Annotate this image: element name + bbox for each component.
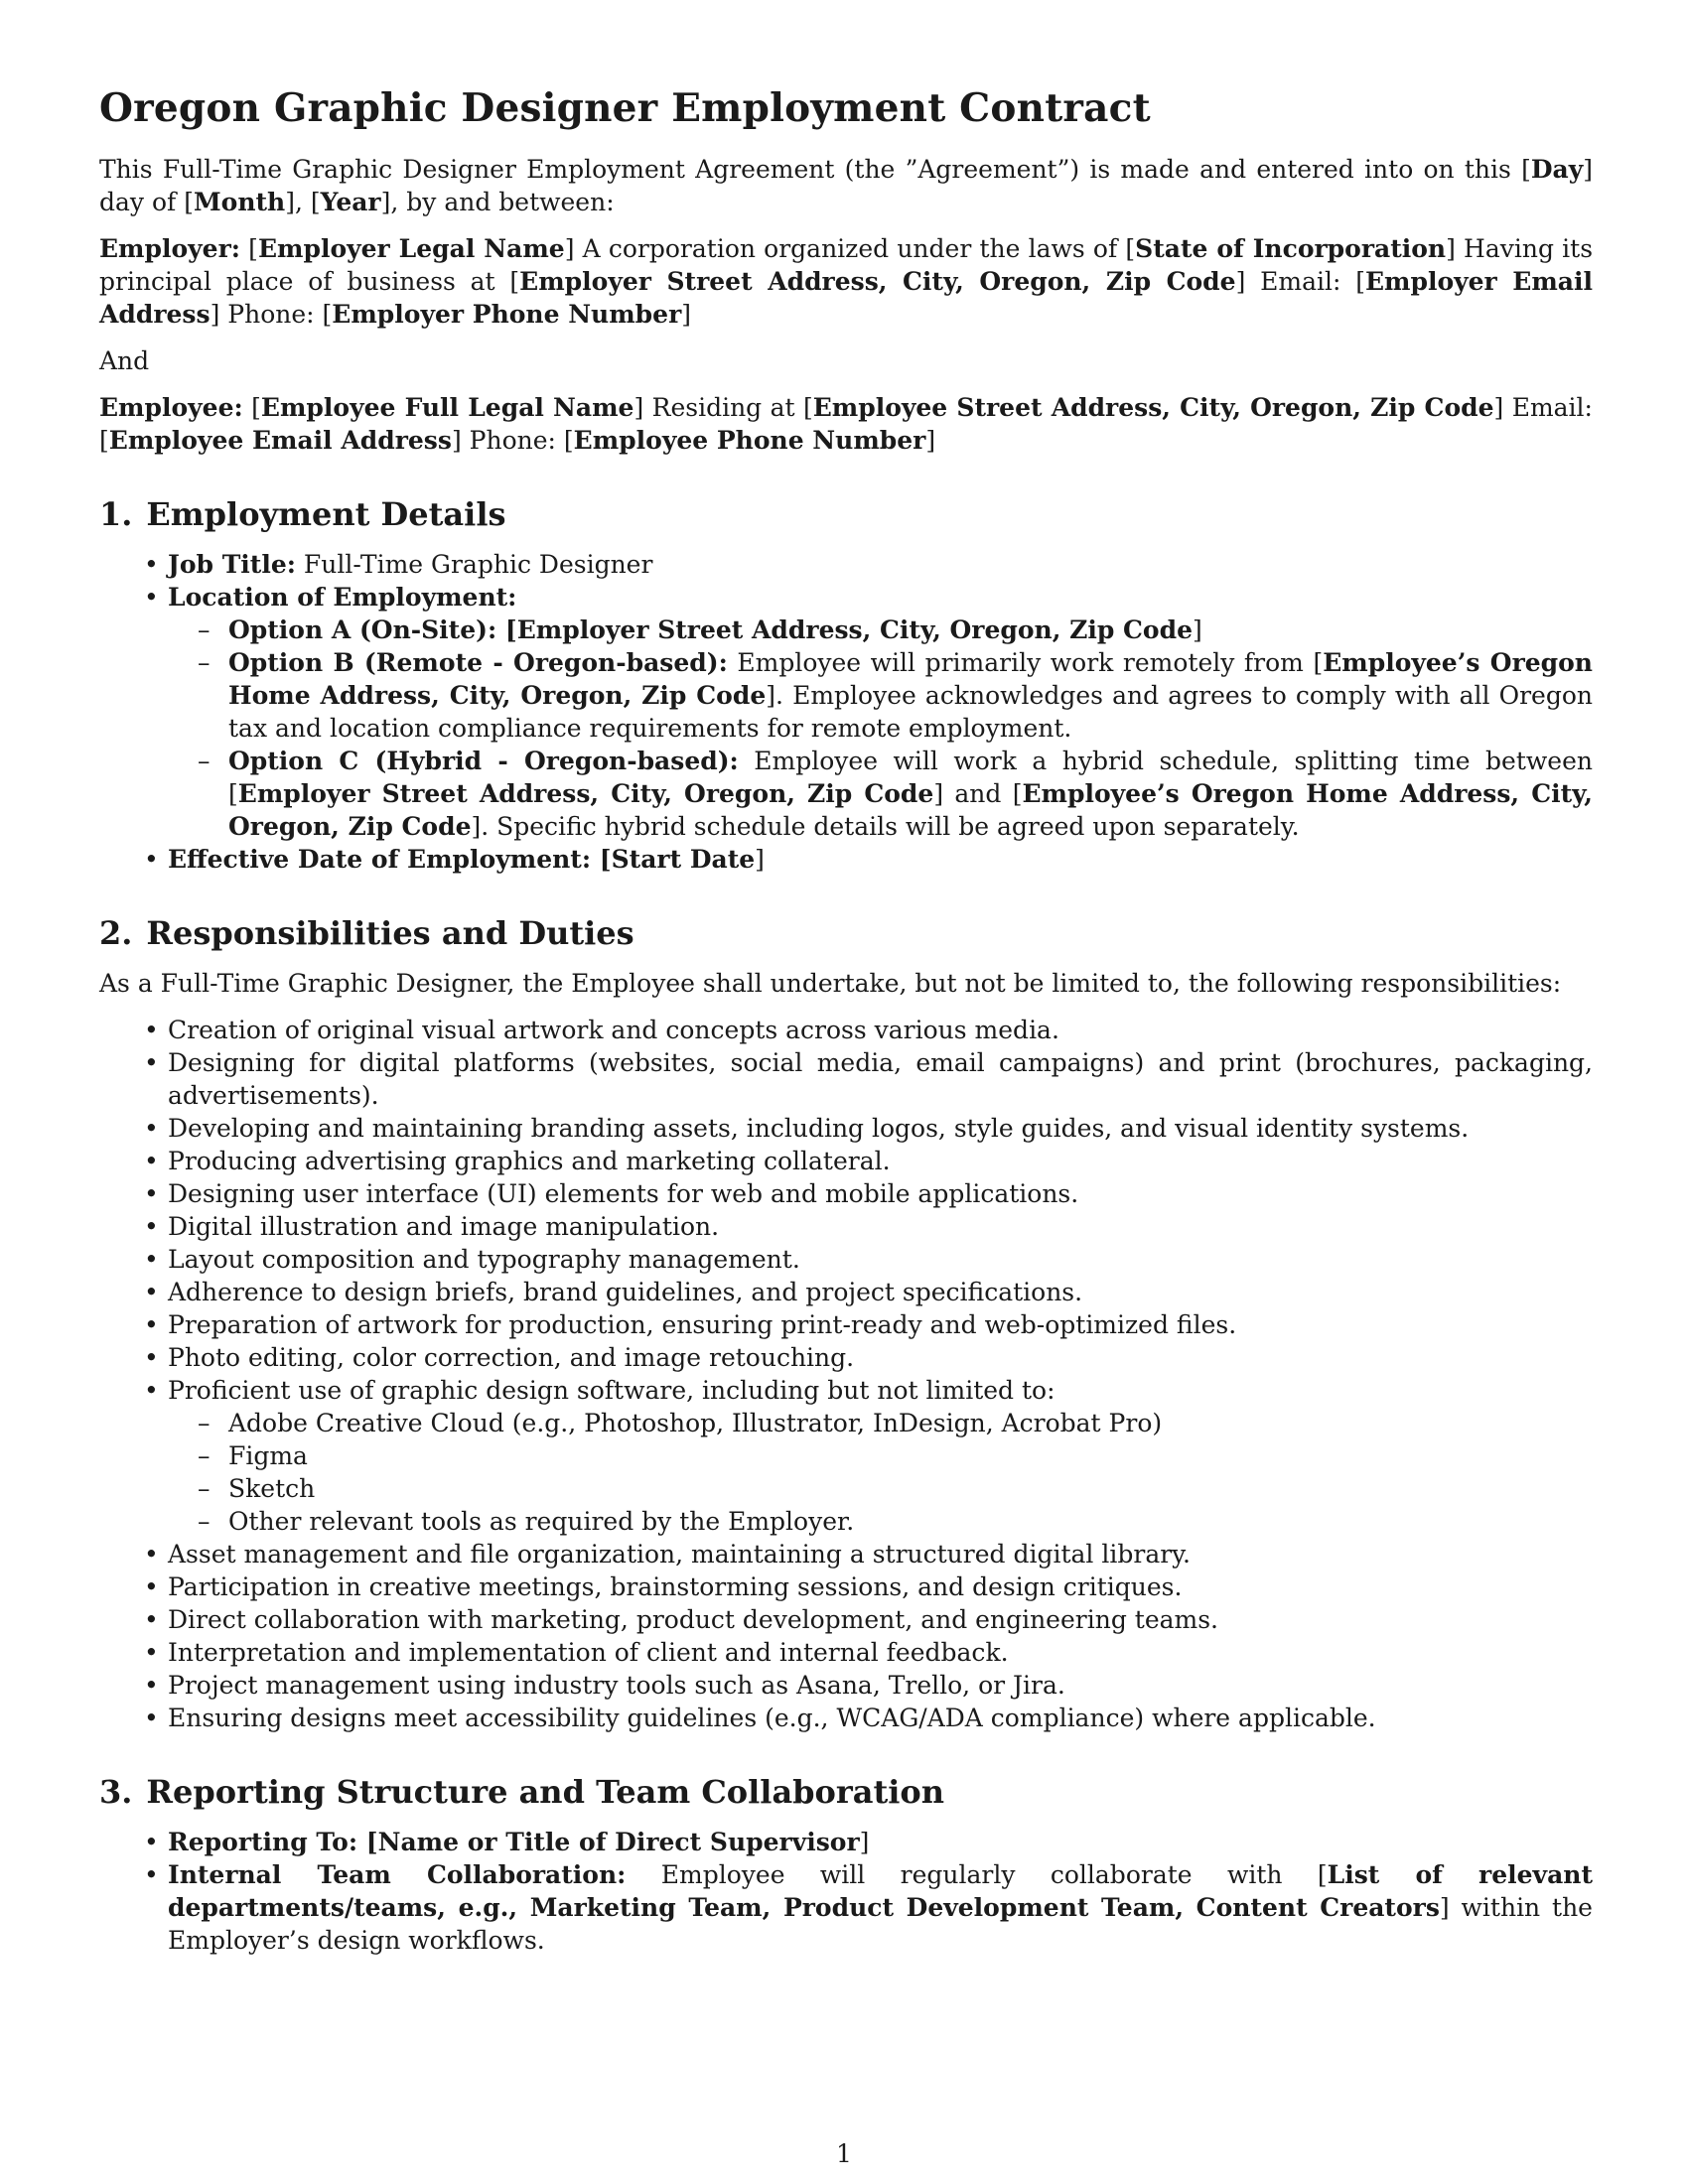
month-placeholder: Month (193, 188, 286, 216)
year-placeholder: Year (320, 188, 381, 216)
document-title: Oregon Graphic Designer Employment Contract (99, 85, 1151, 131)
employer-email: Employer Email Address (99, 267, 1593, 329)
section-1-heading: 1. Employment Details (99, 495, 506, 533)
list-item: • Location of Employment: – Option A (On-Site): [Employer Street Address, City, Oregon, Zip Code] – Option B (Remote - Oregon-based): Employee will primarily work remotely from [Employee’s Oregon Home Address, City, Oregon, Zip Code]. Employee acknowledges and agrees to comply with all Oregon tax and location compliance requirements for remote employment. – Option C (Hybrid - Oregon-based): Employee will work a hybrid schedule, splitting time between [Employer Street Address, City, Oregon, Zip Code] and [Employee’s Oregon Home Address, City, Oregon, Zip Code]. Specific hybrid schedule details will be agreed upon separately. (168, 581, 1593, 843)
list-item: • Photo editing, color correction, and image retouching. (168, 1341, 1593, 1374)
employer-address: Employer Street Address, City, Oregon, Zip Code (519, 267, 1236, 296)
list-item: • Job Title: Full-Time Graphic Designer (168, 548, 1593, 581)
employee-legal-name: Employee Full Legal Name (260, 393, 634, 422)
list-item: • Interpretation and implementation of client and internal feedback. (168, 1636, 1593, 1669)
and-text: And (99, 346, 150, 375)
list-item: • Creation of original visual artwork and concepts across various media. (168, 1014, 1593, 1046)
software-item: – Other relevant tools as required by the Employer. (228, 1505, 1593, 1538)
section-3-heading: 3. Reporting Structure and Team Collaboration (99, 1773, 945, 1811)
list-item: • Producing advertising graphics and marketing collateral. (168, 1145, 1593, 1177)
list-item: • Preparation of artwork for production, ensuring print-ready and web-optimized files. (168, 1308, 1593, 1341)
option-b: – Option B (Remote - Oregon-based): Employee will primarily work remotely from [Employee’s Oregon Home Address, City, Oregon, Zip Code]. Employee acknowledges and agrees to comply with all Oregon tax and location compliance requirements for remote employment. (228, 646, 1593, 745)
list-item: • Reporting To: [Name or Title of Direct Supervisor] (168, 1826, 1593, 1858)
list-item: • Layout composition and typography management. (168, 1243, 1593, 1276)
contract-page (99, 85, 1593, 1957)
employee-paragraph: Employee: [Employee Full Legal Name] Residing at [Employee Street Address, City, Oregon, Zip Code] Email: [Employee Email Address] Phone: [Employee Phone Number] (99, 393, 1593, 455)
list-item: • Participation in creative meetings, brainstorming sessions, and design critiques. (168, 1570, 1593, 1603)
intro-paragraph: This Full-Time Graphic Designer Employment Agreement (the ”Agreement”) is made and entered into on this [Day] day of [Month], [Year], by and between: (99, 155, 1593, 216)
employee-email: Employee Email Address (108, 426, 452, 455)
employee-phone: Employee Phone Number (573, 426, 926, 455)
list-item: • Direct collaboration with marketing, product development, and engineering teams. (168, 1603, 1593, 1636)
list-item: • Asset management and file organization, maintaining a structured digital library. (168, 1538, 1593, 1570)
reporting-list (99, 1826, 1593, 1957)
location-options-list (168, 614, 1593, 843)
list-item: • Digital illustration and image manipulation. (168, 1210, 1593, 1243)
list-item: • Ensuring designs meet accessibility guidelines (e.g., WCAG/ADA compliance) where applicable. (168, 1702, 1593, 1734)
list-item: • Effective Date of Employment: [Start Date] (168, 843, 1593, 876)
list-item: • Designing for digital platforms (websites, social media, email campaigns) and print (brochures, packaging, advertisements). (168, 1046, 1593, 1112)
software-item: – Sketch (228, 1472, 1593, 1505)
employer-paragraph: Employer: [Employer Legal Name] A corporation organized under the laws of [State of Incorporation] Having its principal place of business at [Employer Street Address, City, Oregon, Zip Code] Email: [Employer Email Address] Phone: [Employer Phone Number] (99, 234, 1594, 329)
page-number: 1 (836, 2139, 852, 2168)
list-item: • Developing and maintaining branding assets, including logos, style guides, and visual identity systems. (168, 1112, 1593, 1145)
list-item: • Adherence to design briefs, brand guidelines, and project specifications. (168, 1276, 1593, 1308)
option-c: – Option C (Hybrid - Oregon-based): Employee will work a hybrid schedule, splitting time between [Employer Street Address, City, Oregon, Zip Code] and [Employee’s Oregon Home Address, City, Oregon, Zip Code]. Specific hybrid schedule details will be agreed upon separately. (228, 745, 1593, 843)
list-item: • Proficient use of graphic design software, including but not limited to: – Adobe Creative Cloud (e.g., Photoshop, Illustrator, InDesign, Acrobat Pro) – Figma – Sketch – Other relevant tools as required by the Employer. (168, 1374, 1593, 1538)
option-a: – Option A (On-Site): [Employer Street Address, City, Oregon, Zip Code] (228, 614, 1593, 646)
software-item: – Figma (228, 1439, 1593, 1472)
list-item: • Project management using industry tools such as Asana, Trello, or Jira. (168, 1669, 1593, 1702)
employer-legal-name: Employer Legal Name (257, 234, 565, 263)
employment-details-list (99, 548, 1593, 876)
day-placeholder: Day (1530, 155, 1584, 184)
employer-label: Employer: (99, 234, 240, 263)
list-item: • Designing user interface (UI) elements for web and mobile applications. (168, 1177, 1593, 1210)
section-2-heading: 2. Responsibilities and Duties (99, 914, 634, 952)
list-item: • Internal Team Collaboration: Employee will regularly collaborate with [List of relevant departments/teams, e.g., Marketing Team, Product Development Team, Content Creators] within the Employer’s design workflows. (168, 1858, 1593, 1957)
employer-state: State of Incorporation (1135, 234, 1447, 263)
software-list (168, 1407, 1593, 1538)
employee-address: Employee Street Address, City, Oregon, Zip Code (812, 393, 1494, 422)
section-2-intro: As a Full-Time Graphic Designer, the Employee shall undertake, but not be limited to, the following responsibilities: (99, 969, 1562, 998)
employee-label: Employee: (99, 393, 243, 422)
software-item: – Adobe Creative Cloud (e.g., Photoshop, Illustrator, InDesign, Acrobat Pro) (228, 1407, 1593, 1439)
responsibilities-list (99, 1014, 1593, 1734)
employer-phone: Employer Phone Number (332, 300, 682, 329)
